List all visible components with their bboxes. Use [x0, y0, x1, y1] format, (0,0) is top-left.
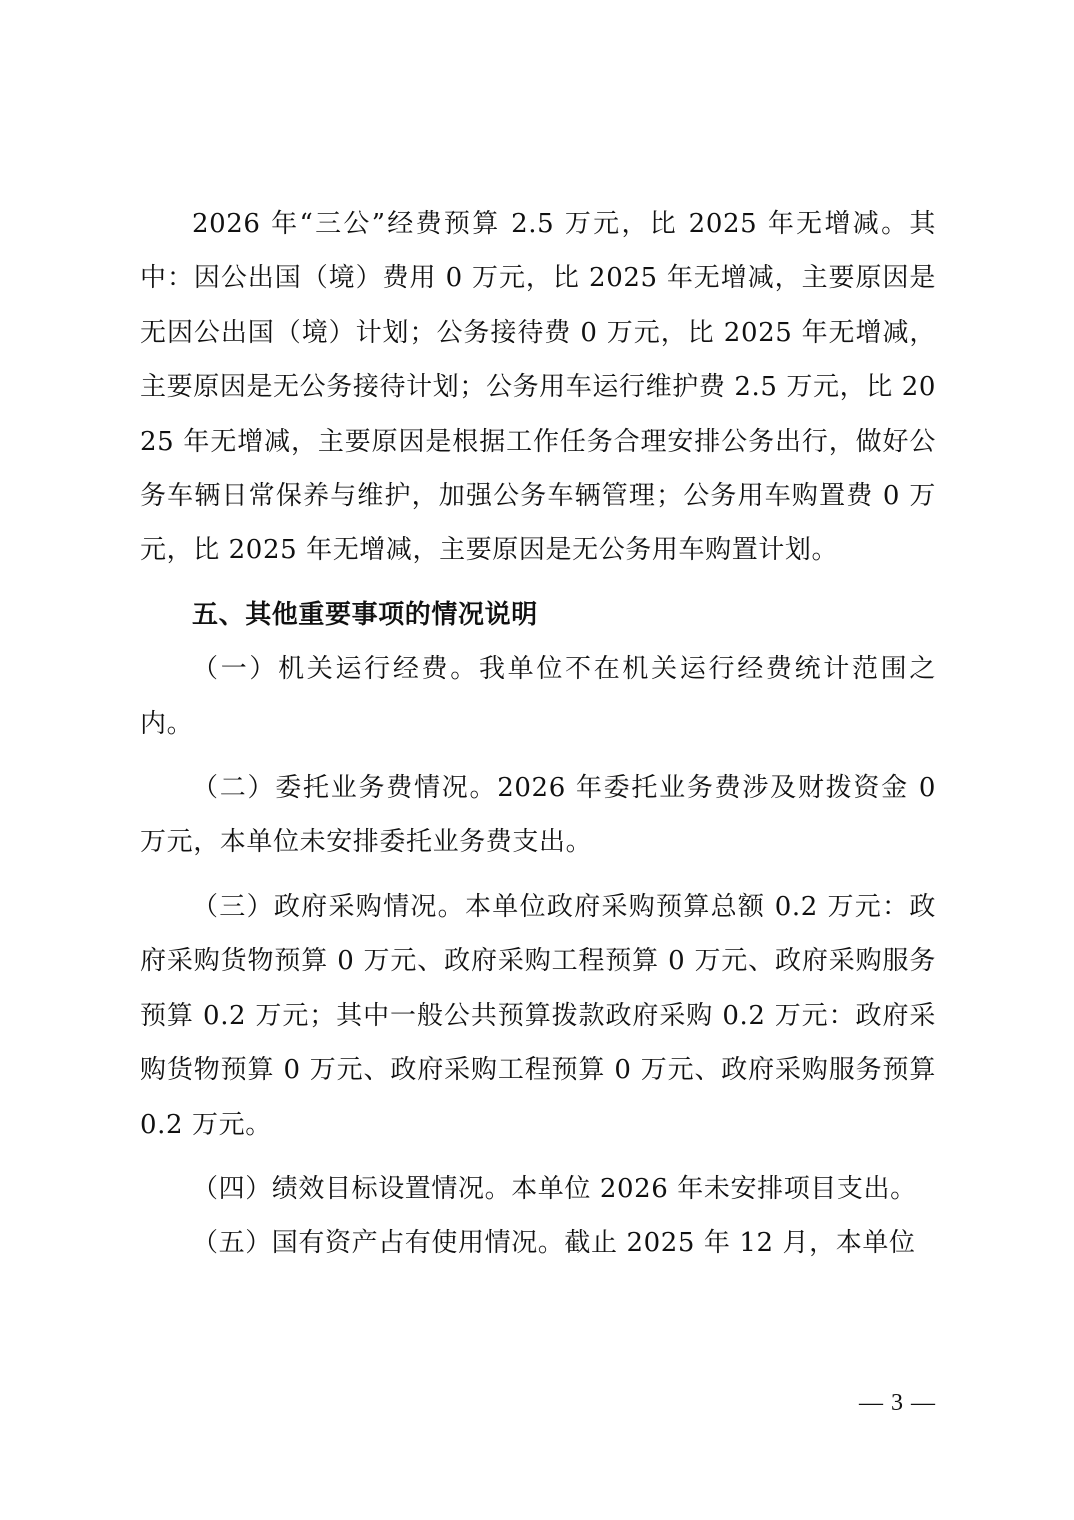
item-entrusted-business-fees	[140, 761, 936, 870]
item-lead: （三）政府采购情况。	[192, 891, 465, 922]
item-body: 截止 2025 年 12 月，本单位	[564, 1228, 916, 1259]
item-state-assets	[140, 1216, 936, 1270]
item-lead: （四）绩效目标设置情况。	[192, 1173, 512, 1204]
item-lead: （五）国有资产占有使用情况。	[192, 1228, 565, 1259]
item-government-procurement	[140, 880, 936, 1152]
page-number: — 3 —	[859, 1390, 936, 1416]
item-body: 本单位 2026 年未安排项目支出。	[511, 1173, 917, 1204]
item-body: 本单位政府采购预算总额 0.2 万元：政府采购货物预算 0 万元、政府采购工程预算 0 万元、政府采购服务预算 0.2 万元；其中一般公共预算拨款政府采购 0.2 万元：政府采购货物预算 0 万元、政府采购工程预算 0 万元、政府采购服务预算 0.2 万元。	[140, 891, 936, 1140]
item-performance-targets	[140, 1162, 936, 1216]
item-body: 我单位不在机关运行经费统计范围之内。	[140, 654, 936, 739]
item-organ-operating-funds	[140, 642, 936, 751]
item-lead: （二）委托业务费情况。	[192, 773, 498, 804]
item-lead: （一）机关运行经费。	[192, 654, 479, 685]
item-body: 2026 年委托业务费涉及财拨资金 0 万元，本单位未安排委托业务费支出。	[140, 773, 937, 858]
document-body	[140, 197, 936, 1271]
sangong-budget-paragraph: 2026 年“三公”经费预算 2.5 万元，比 2025 年无增减。其中：因公出国（境）费用 0 万元，比 2025 年无增减，主要原因是无因公出国（境）计划；公务接待费 0 万元，比 2025 年无增减，主要原因是无公务接待计划；公务用车运行维护费 2.5 万元，比 2025 年无增减，主要原因是根据工作任务合理安排公务出行，做好公务车辆日常保养与维护，加强公务车辆管理；公务用车购置费 0 万元，比 2025 年无增减，主要原因是无公务用车购置计划。	[140, 209, 936, 566]
section-heading-other-matters: 五、其他重要事项的情况说明	[192, 599, 538, 630]
